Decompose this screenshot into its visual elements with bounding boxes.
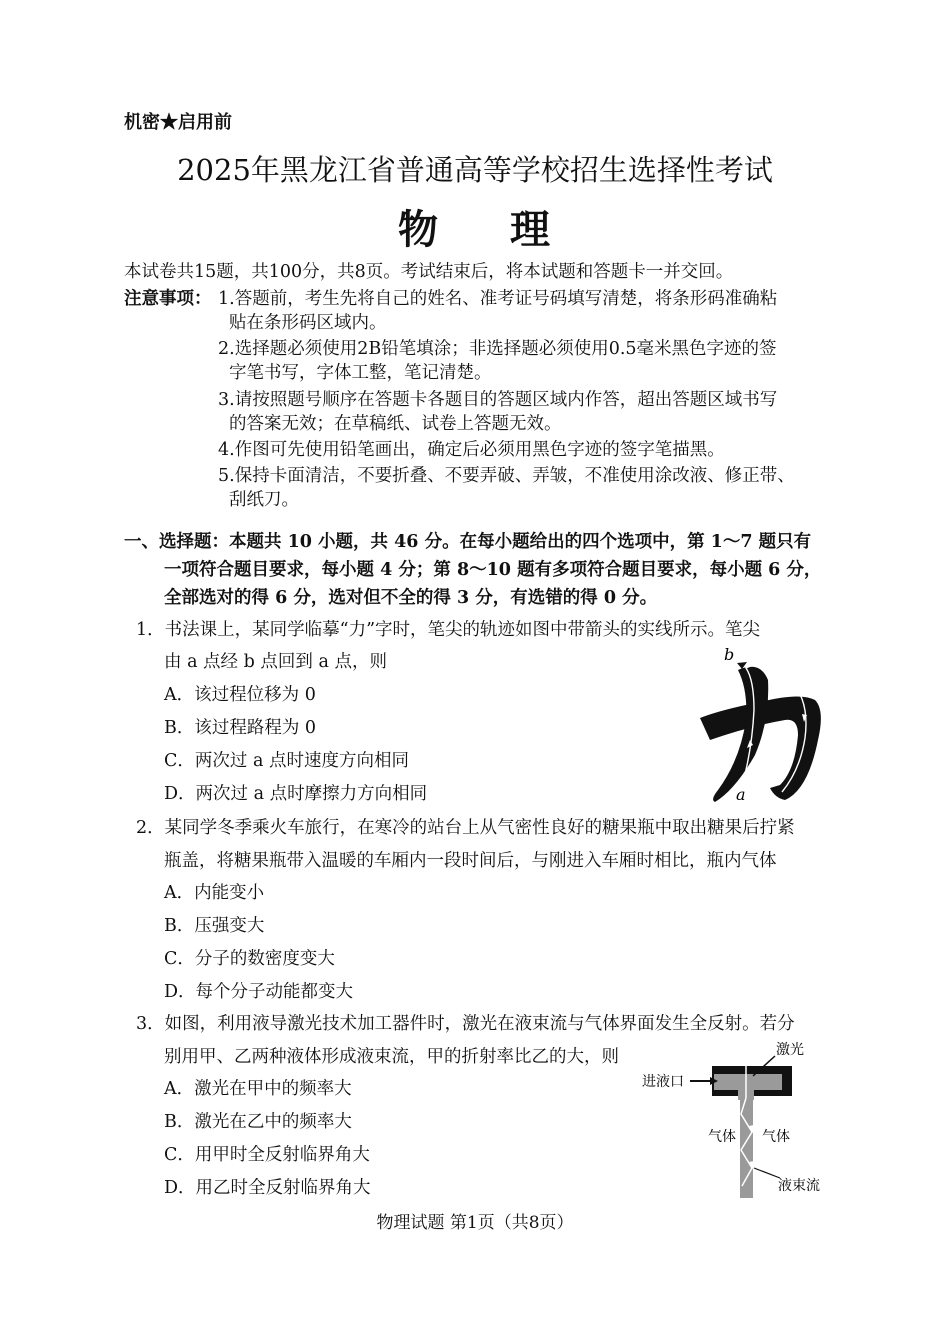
question-3-stem: 别用甲、乙两种液体形成液束流，甲的折射率比乙的大，则 bbox=[164, 1047, 619, 1067]
question-3-option-d: D．用乙时全反射临界角大 bbox=[164, 1178, 371, 1198]
question-2-stem: 2．某同学冬季乘火车旅行，在寒冷的站台上从气密性良好的糖果瓶中取出糖果后拧紧 bbox=[136, 818, 795, 838]
confidential-mark: 机密★启用前 bbox=[124, 112, 232, 133]
inlet-label: 进液口 bbox=[642, 1074, 684, 1090]
point-a-label: a bbox=[736, 785, 746, 804]
question-1-option-a: A．该过程位移为 0 bbox=[164, 685, 316, 705]
section-heading-line: 全部选对的得 6 分，选对但不全的得 3 分，有选错的得 0 分。 bbox=[164, 588, 658, 608]
gas-left-label: 气体 bbox=[708, 1129, 736, 1145]
notice-item: 字笔书写，字体工整，笔记清楚。 bbox=[229, 363, 492, 383]
question-2-option-a: A．内能变小 bbox=[164, 883, 265, 903]
question-2-option-d: D．每个分子动能都变大 bbox=[164, 982, 354, 1002]
notice-item: 贴在条形码区域内。 bbox=[229, 313, 387, 333]
subject-char-1: 物 bbox=[398, 206, 440, 253]
question-3-stem: 3．如图，利用液导激光技术加工器件时，激光在液束流与气体界面发生全反射。若分 bbox=[136, 1014, 795, 1034]
question-3-option-a: A．激光在甲中的频率大 bbox=[164, 1079, 352, 1099]
question-1-option-c: C．两次过 a 点时速度方向相同 bbox=[164, 751, 409, 771]
notice-item: 的答案无效；在草稿纸、试卷上答题无效。 bbox=[229, 414, 562, 434]
page-footer: 物理试题 第1页（共8页） bbox=[376, 1213, 574, 1233]
question-1-stem: 由 a 点经 b 点回到 a 点，则 bbox=[164, 652, 387, 672]
notice-item: 2.选择题必须使用2B铅笔填涂；非选择题必须使用0.5毫米黑色字迹的签 bbox=[218, 339, 777, 359]
notice-item: 5.保持卡面清洁，不要折叠、不要弄破、弄皱，不准使用涂改液、修正带、 bbox=[218, 466, 795, 486]
point-b-label: b bbox=[724, 645, 735, 664]
notice-item: 1.答题前，考生先将自己的姓名、准考证号码填写清楚，将条形码准确粘 bbox=[218, 289, 778, 309]
question-1-stem: 1．书法课上，某同学临摹“力”字时，笔尖的轨迹如图中带箭头的实线所示。笔尖 bbox=[136, 620, 761, 640]
question-2-option-c: C．分子的数密度变大 bbox=[164, 949, 335, 969]
question-3-option-b: B．激光在乙中的频率大 bbox=[164, 1112, 352, 1132]
gas-right-label: 气体 bbox=[762, 1129, 790, 1145]
section-heading-line: 一项符合题目要求，每小题 4 分；第 8～10 题有多项符合题目要求，每小题 6 分， bbox=[164, 560, 822, 580]
nozzle-chamber bbox=[714, 1074, 782, 1090]
laser-jet-figure bbox=[640, 1036, 830, 1204]
intro-text: 本试卷共15题，共100分，共8页。考试结束后，将本试题和答题卡一并交回。 bbox=[124, 262, 734, 282]
subject-char-2: 理 bbox=[510, 206, 552, 253]
exam-title: 2025年黑龙江省普通高等学校招生选择性考试 bbox=[177, 153, 773, 187]
subject-title bbox=[0, 198, 950, 255]
notice-item: 3.请按照题号顺序在答题卡各题目的答题区域内作答，超出答题区域书写 bbox=[218, 390, 778, 410]
question-1-option-d: D．两次过 a 点时摩擦力方向相同 bbox=[164, 784, 428, 804]
question-3-option-c: C．用甲时全反射临界角大 bbox=[164, 1145, 370, 1165]
notice-item: 刮纸刀。 bbox=[229, 490, 299, 510]
notice-item: 4.作图可先使用铅笔画出，确定后必须用黑色字迹的签字笔描黑。 bbox=[218, 440, 725, 460]
section-heading: 一、选择题：本题共 10 小题，共 46 分。在每小题给出的四个选项中，第 1～7 题只有 bbox=[124, 532, 812, 552]
question-1-option-b: B．该过程路程为 0 bbox=[164, 718, 317, 738]
jet-pointer bbox=[754, 1168, 780, 1178]
question-2-option-b: B．压强变大 bbox=[164, 916, 265, 936]
notice-label: 注意事项： bbox=[124, 289, 212, 309]
calligraphy-li-figure bbox=[690, 640, 840, 810]
laser-label: 激光 bbox=[776, 1042, 804, 1058]
question-2-stem: 瓶盖，将糖果瓶带入温暖的车厢内一段时间后，与刚进入车厢时相比，瓶内气体 bbox=[164, 851, 777, 871]
jet-label: 液束流 bbox=[778, 1178, 820, 1194]
